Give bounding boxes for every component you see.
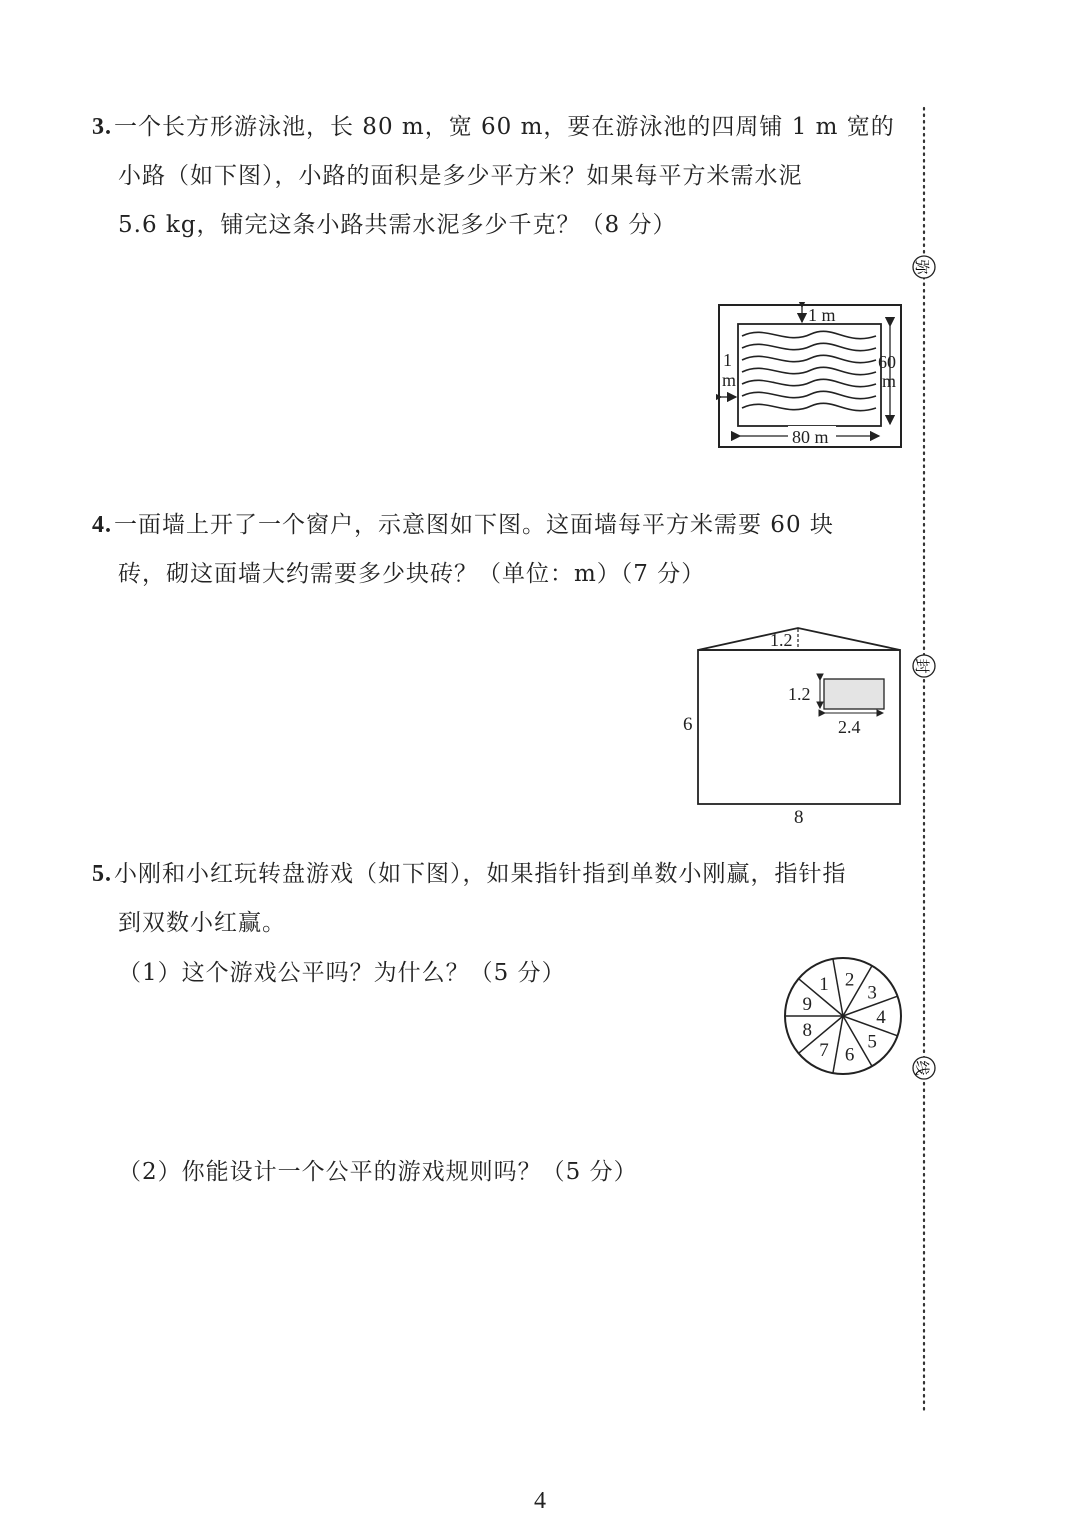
- pool-figure: [716, 302, 904, 450]
- spinner-number: 3: [867, 982, 877, 1004]
- wall-height-label: 6: [683, 714, 693, 735]
- wall-roof: [698, 628, 900, 650]
- roof-height-label: 1.2: [770, 630, 793, 650]
- question-3-line-2: 小路（如下图），小路的面积是多少平方米？如果每平方米需水泥: [118, 163, 803, 189]
- window-height-label: 1.2: [788, 684, 811, 704]
- wall-rect: [698, 650, 900, 804]
- question-4-line-2: 砖，砌这面墙大约需要多少块砖？（单位：m）（7 分）: [118, 561, 706, 587]
- question-4-number: 4.: [92, 512, 112, 538]
- wall-figure: [676, 624, 910, 830]
- question-4-line-1: 4.一面墙上开了一个窗户，示意图如下图。这面墙每平方米需要 60 块: [92, 512, 834, 538]
- svg-text:弥: 弥: [913, 259, 931, 275]
- question-5: [92, 850, 902, 948]
- question-3-line-3: 5.6 kg，铺完这条小路共需水泥多少千克？（8 分）: [118, 212, 677, 238]
- question-5-sub-2: （2）你能设计一个公平的游戏规则吗？（5 分）: [118, 1159, 638, 1185]
- margin-mark-2: [913, 655, 935, 677]
- spinner-number: 4: [876, 1007, 886, 1028]
- wall-width-label: 8: [794, 807, 804, 828]
- pool-waves: [742, 331, 876, 410]
- question-5-line-1: 5.小刚和小红玩转盘游戏（如下图），如果指针指到单数小刚赢，指针指: [92, 861, 847, 887]
- spinner-number: 2: [844, 969, 855, 991]
- question-3-number: 3.: [92, 114, 112, 140]
- svg-text:线: 线: [913, 1060, 931, 1076]
- pool-top-label: 1 m: [808, 305, 836, 325]
- question-5-sub-1: （1）这个游戏公平吗？为什么？（5 分）: [118, 960, 566, 986]
- question-3-line-1: 3.一个长方形游泳池，长 80 m，宽 60 m，要在游泳池的四周铺 1 m 宽的: [92, 114, 895, 140]
- spinner-number: 8: [802, 1019, 813, 1041]
- spinner-number: 5: [867, 1031, 877, 1053]
- spinner-number: 6: [844, 1044, 855, 1066]
- spinner-figure: [780, 956, 906, 1082]
- pool-bottom-label: 80 m: [792, 427, 829, 447]
- question-5-line-2: 到双数小红赢。: [118, 910, 286, 936]
- margin-mark-3: [913, 1057, 935, 1079]
- margin-mark-1: [913, 256, 935, 278]
- spinner-divider: [833, 1016, 843, 1073]
- pool-left-label-1: 1: [723, 350, 732, 370]
- spinner-divider: [833, 959, 843, 1016]
- question-5-number: 5.: [92, 861, 112, 887]
- question-3: [92, 103, 902, 250]
- pool-right-label-2: m: [882, 371, 897, 391]
- svg-text:封: 封: [913, 658, 931, 674]
- binding-margin: [912, 100, 936, 1420]
- spinner-number: 7: [819, 1039, 829, 1061]
- window-width-label: 2.4: [838, 717, 861, 737]
- pool-left-label-2: m: [722, 370, 737, 390]
- pool-right-label-1: 60: [878, 352, 896, 372]
- question-4: [92, 501, 902, 599]
- spinner-number: 1: [819, 974, 829, 996]
- spinner-number: 9: [802, 994, 813, 1016]
- window-rect: [824, 679, 884, 709]
- page-number: 4: [534, 1488, 546, 1514]
